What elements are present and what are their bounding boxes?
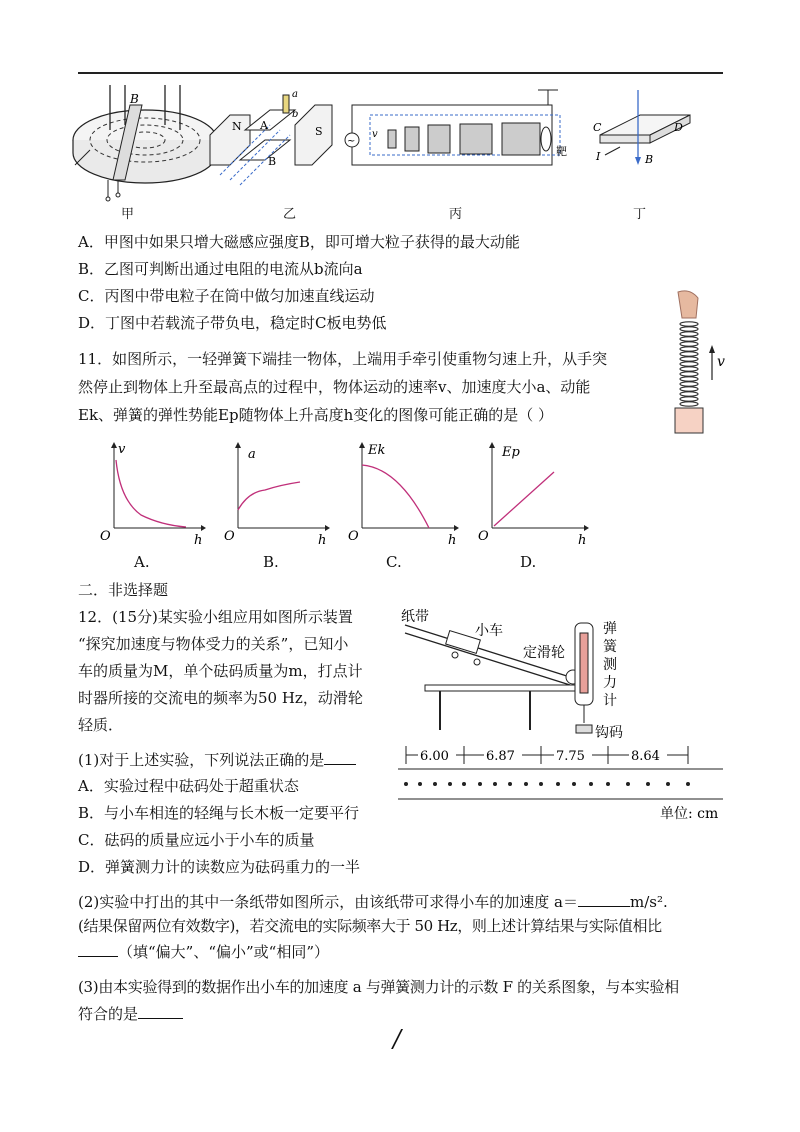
q10-option-d: D．丁图中若载流子带负电，稳定时C板电势低 [78, 314, 387, 332]
header-rule [78, 72, 723, 74]
svg-text:O: O [224, 529, 235, 544]
svg-text:弹: 弹 [603, 621, 617, 637]
q12-sub3-line-2: 符合的是 [78, 1002, 183, 1025]
q11-line-3: Ek、弹簧的弹性势能Ep随物体上升高度h变化的图像可能正确的是（ ） [78, 406, 554, 424]
svg-text:~: ~ [347, 136, 356, 147]
svg-text:小车: 小车 [475, 623, 503, 639]
svg-text:h: h [194, 533, 203, 545]
svg-text:簧: 簧 [603, 639, 617, 655]
figure-label-ding: 丁 [633, 207, 647, 222]
svg-text:S: S [315, 125, 323, 138]
svg-text:Ep: Ep [502, 445, 520, 460]
q11-line-2: 然停止到物体上升至最高点的过程中，物体运动的速率v、加速度大小a、动能 [78, 378, 591, 396]
svg-text:v: v [372, 129, 378, 140]
q11-choice-d-label: D. [520, 553, 537, 571]
q11-graph-a [96, 440, 206, 545]
svg-text:Ek: Ek [368, 443, 386, 458]
figure-ding [593, 90, 690, 166]
svg-text:h: h [448, 533, 457, 545]
svg-text:a: a [292, 89, 298, 100]
q12-sub1-option-c: C．砝码的质量应远小于小车的质量 [78, 831, 315, 849]
svg-text:D: D [674, 121, 683, 134]
svg-text:计: 计 [603, 693, 617, 709]
svg-text:B: B [268, 155, 277, 168]
figure-row-top [70, 85, 730, 220]
figure-label-jia: 甲 [121, 207, 135, 222]
svg-text:C: C [593, 121, 602, 134]
q12-sub1-blank[interactable] [324, 748, 356, 765]
svg-text:力: 力 [603, 675, 617, 691]
q12-sub3-line-1: (3)由本实验得到的数据作出小车的加速度 a 与弹簧测力计的示数 F 的关系图象，与本实验相 [78, 978, 679, 996]
svg-text:h: h [318, 533, 327, 545]
figure-label-bing: 丙 [449, 207, 463, 222]
svg-text:纸带: 纸带 [401, 609, 429, 625]
q11-graph-c [344, 440, 459, 545]
svg-text:定滑轮: 定滑轮 [523, 645, 565, 661]
svg-text:钩码: 钩码 [595, 725, 623, 741]
q12-sub1-option-a: A．实验过程中砝码处于超重状态 [78, 777, 299, 795]
q12-sub2-line-2: (结果保留两位有效数字)，若交流电的实际频率大于 50 Hz，则上述计算结果与实际值相比 [78, 917, 662, 935]
q12-line-3: 车的质量为M，单个砝码质量为m，打点计 [78, 662, 363, 680]
svg-text:6.00: 6.00 [420, 749, 449, 764]
section-heading: 二．非选择题 [78, 581, 169, 599]
q12-sub2-line-1: (2)实验中打出的其中一条纸带如图所示，由该纸带可求得小车的加速度 a＝ m/s². [78, 890, 668, 913]
svg-text:O: O [348, 529, 359, 544]
q10-option-c: C．丙图中带电粒子在筒中做匀加速直线运动 [78, 287, 375, 305]
svg-text:N: N [232, 120, 242, 133]
q12-sub3-blank[interactable] [138, 1002, 183, 1019]
svg-text:O: O [100, 529, 111, 544]
svg-text:O: O [478, 529, 489, 544]
q11-choice-c-label: C. [386, 553, 402, 571]
figure-jia [73, 85, 217, 201]
svg-text:b: b [292, 109, 299, 120]
q12-sub2-blank-a[interactable] [578, 890, 630, 907]
q12-sub2-blank-b[interactable] [78, 940, 118, 957]
q10-option-a: A．甲图中如果只增大磁感应强度B，即可增大粒子获得的最大动能 [78, 233, 520, 251]
spring-figure [660, 290, 730, 440]
q12-sub1-option-b: B．与小车相连的轻绳与长木板一定要平行 [78, 804, 360, 822]
q10-option-b: B．乙图可判断出通过电阻的电流从b流向a [78, 260, 363, 278]
svg-text:测: 测 [603, 657, 617, 673]
svg-text:A: A [260, 119, 268, 132]
svg-text:靶: 靶 [556, 145, 567, 158]
page-number: / [393, 1025, 402, 1053]
q12-line-4: 时器所接的交流电的频率为50 Hz，动滑轮 [78, 689, 363, 707]
svg-text:B: B [130, 92, 139, 106]
figure-yi [210, 89, 332, 185]
svg-text:v: v [118, 442, 126, 457]
svg-text:6.87: 6.87 [486, 749, 515, 764]
q11-choice-a-label: A. [134, 553, 150, 571]
q12-sub1: (1)对于上述实验，下列说法正确的是 [78, 748, 356, 771]
q12-sub2-line-3: （填“偏大”、“偏小”或“相同”） [78, 940, 329, 963]
q11-graph-d [474, 440, 589, 545]
svg-text:a: a [248, 447, 256, 462]
svg-text:v: v [717, 354, 725, 370]
q12-paper-tape [398, 744, 728, 824]
svg-text:8.64: 8.64 [631, 749, 660, 764]
figure-label-yi: 乙 [283, 207, 297, 222]
svg-text:I: I [596, 150, 601, 163]
svg-text:B: B [645, 153, 654, 166]
q12-line-2: “探究加速度与物体受力的关系”，已知小 [78, 635, 349, 653]
svg-text:单位: cm: 单位: cm [660, 806, 719, 822]
svg-text:7.75: 7.75 [556, 749, 585, 764]
q11-choice-b-label: B. [263, 553, 279, 571]
q12-apparatus [395, 605, 645, 745]
q12-line-5: 轻质． [78, 716, 124, 734]
q11-line-1: 11．如图所示，一轻弹簧下端挂一物体，上端用手牵引使重物匀速上升，从手突 [78, 350, 608, 368]
figure-bing [345, 90, 567, 165]
svg-text:h: h [578, 533, 587, 545]
q12-sub1-option-d: D．弹簧测力计的读数应为砝码重力的一半 [78, 858, 361, 876]
q11-graph-b [220, 440, 330, 545]
q12-line-1: 12．(15分)某实验小组应用如图所示装置 [78, 608, 353, 626]
